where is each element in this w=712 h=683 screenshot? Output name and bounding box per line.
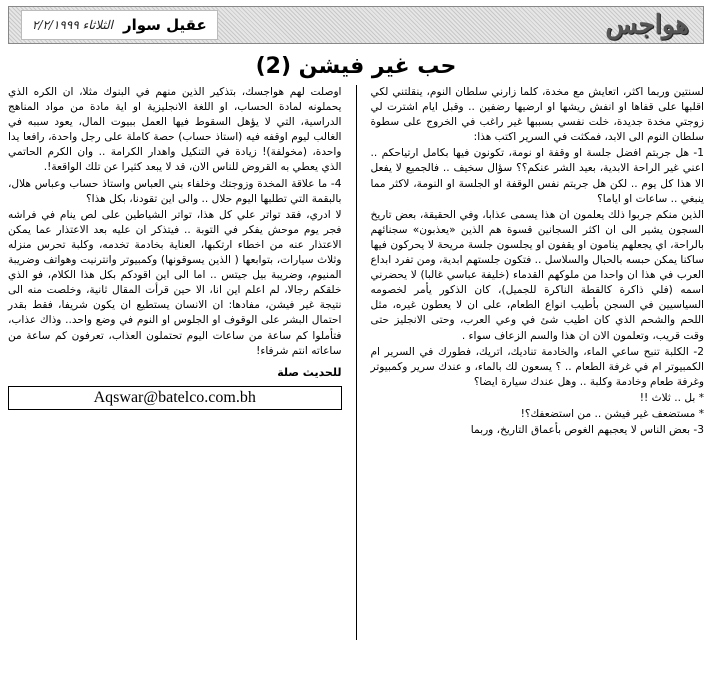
left-column — [8, 85, 342, 640]
article-title: حب غير فيشن (2) — [255, 54, 457, 79]
author-email: Aqswar@batelco.com.bh — [8, 386, 342, 410]
paragraph: اوصلت لهم هواجسك، بتذكير الذين منهم في البنوك مثلا، ان الكره الذي يحملونه لمادة الحساب، او اللغة الانجليزية او اية مادة من مواد المناهج الدراسية، التي لا يؤهل السقوط فيها العمل ببيوت المال، يعود سببه في الغالب ليوم اوقفه فيه (استاذ حساب) حصة كاملة على رجل واحدة، رافعا يدا واحدة، (مخولفة)! زيادة في التنكيل واهدار الكرامة .. وان الكرم الحاتمي الذي يعطي به القروض للناس الان، قد لا يبعد كثيرا عن تلك الواقعة!. — [7, 86, 342, 174]
paragraph: 2- الكلبة تنبح ساعي الماء، والخادمة تناديك، اتريك، فطورك في السرير ام الكمبيوتر ام في غرفة الطعام .. ؟ يسعون لك بالماء، و عندك سرير وكمبيوتر وغرفة طعام وخادمة وكلبة .. وهل عندك سيارة ايضا؟ — [370, 345, 704, 388]
column-header — [8, 6, 704, 44]
paragraph: 4- ما علاقة المخدة وزوجتك وخلفاء بني العباس واستاذ حساب وعباس هلال، بالبقمة التي تطلبها اليوم حلال .. والى اين تقودنا، بكل هذا؟ — [7, 177, 342, 205]
right-column — [370, 85, 704, 640]
bullet-line: * بل .. ثلاث !! — [370, 391, 704, 406]
paragraph: لسنتين وربما اكثر، اتعايش مع مخدة، كلما زارني سلطان النوم، ينقلتني لكي اقلبها على قفاها او انفش ريشها او ارضيها رضفين .. وقبل ايام اشترت لي زوجتي مخدة جديدة، خلت نفسي بسببها غير راغب في الخروج على سطوة سلطان النوم الى الابد، فمكثت في السرير اكتب هذا: — [370, 86, 704, 144]
paragraph: لا ادري، فقد تواتر علي كل هذا، تواتر الشياطين على لص ينام في فراشه فجر يوم موحش يفكر في التوبة .. فيتذكر ان عليه بعد الاعتذار عما يمكن الاعتذار عنه من اخطاء ارتكبها، العناية بخادمة تخدمه، وكلبة تحرس منزله وثلاث سيارات، بتوابعها ( الذين يسوقونها) وكمبيوتر وانترنيت وهواتف وضريبة المنيوم، وضريبة بيل جيتس .. اما الى اين اقودكم بكل هذا الكلام، فو الذي خلقكم رجالا، لم اعلم اين انا، الا حين قرأت المقال ثانية، وخلصت منه الى نتيجة غير فيشن، مفادها: ان الانسان يستطيع ان يكون شريفا، فقط بقدر احتمال البشر على الوقوف او الجلوس او النوم في وضع واحد.. وذاك عذاب، فتأملوا كم ساعة من ساعات اليوم تحتملون العذاب، تعرفون كم ساعة من ساعاته انتم شرفاء! — [7, 208, 342, 357]
column-divider — [356, 85, 357, 640]
column-name: هواجس — [605, 10, 689, 40]
paragraph: 3- بعض الناس لا يعجبهم الغوص بأعماق التاريخ، وربما — [470, 424, 704, 437]
paragraph: 1- هل جربتم افضل جلسة او وقفة او نومة، تكونون فيها بكامل ارتياحكم .. اعني غير الراحة الابدية، بعيد الشر عنكم؟؟ سؤال سخيف .. فالجميع لا يفعل الا هذا كل يوم .. لكن هل جربتم نفس الوقفة او الجلسة او النومة، لاكثر مما ينبغي .. ساعات او اياما؟ — [370, 147, 704, 205]
author-name: عقيل سوار — [123, 16, 207, 34]
to-be-continued: للحديث صلة — [277, 365, 342, 379]
article-body — [8, 85, 704, 640]
bullet-line: * مستضعف غير فيشن .. من استضعفك؟! — [370, 407, 704, 422]
handwritten-date: الثلاثاء ٢/٢/١٩٩٩ — [32, 18, 113, 32]
byline — [21, 10, 218, 40]
paragraph: الذين منكم جربوا ذلك يعلمون ان هذا يسمى عذابا، وفي الحقيقة، بعض تاريخ السجون يشير الى ان اكثر السجانين قسوة هم الذين «يعذبون» سجنائهم بالراحة، اي يجعلهم ينامون او يقفون او يجلسون جلسة مريحة لا يحركون فيها ساكنا يمكن حبسه بالحبال والسلاسل .. فتكون جلستهم ابدية، ومن تفرد ابداع العرب في هذا ان واحدا من ملوكهم القدماء (خليفة عباسي غالبا) لا يحضرني اسمه (فلي ذاكرة كالقطة الناكرة للجميل)، كان الذكور يأمر لخصومه السياسيين في السجن بأطيب انواع الطعام، على ان لا يعطون غيره، مثل اللحم والشحم الذي كان اطيب شئ في وعي العرب، وحتى الانجليز حتى وقت قريب، وتعلمون الان ان هذا والسم الزعاف سواء . — [370, 208, 704, 342]
